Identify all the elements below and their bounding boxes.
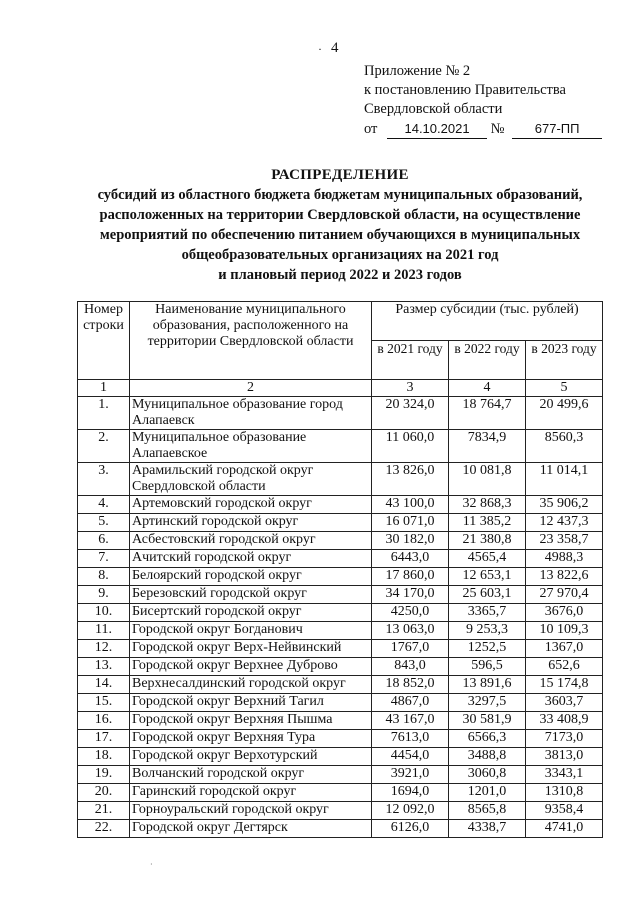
row-number: 13.	[78, 658, 130, 676]
value-2022: 12 653,1	[449, 568, 526, 586]
table-row	[78, 640, 603, 658]
row-name: Артинский городской округ	[130, 514, 372, 532]
row-number: 20.	[78, 784, 130, 802]
page-number: 4	[331, 40, 339, 56]
table-row	[78, 397, 603, 430]
row-name: Муниципальное образование город Алапаевск	[130, 397, 372, 430]
value-2022: 596,5	[449, 658, 526, 676]
row-name: Березовский городской округ	[130, 586, 372, 604]
col-number: 2	[130, 380, 372, 397]
table-row	[78, 676, 603, 694]
row-number: 11.	[78, 622, 130, 640]
col-number: 5	[526, 380, 603, 397]
value-2022: 1201,0	[449, 784, 526, 802]
value-2021: 30 182,0	[372, 532, 449, 550]
row-number: 18.	[78, 748, 130, 766]
value-2022: 1252,5	[449, 640, 526, 658]
value-2021: 17 860,0	[372, 568, 449, 586]
table-row	[78, 430, 603, 463]
row-name: Арамильский городской округ Свердловской области	[130, 463, 372, 496]
row-number: 21.	[78, 802, 130, 820]
row-name: Городской округ Верхний Тагил	[130, 694, 372, 712]
scan-dot: ·	[318, 42, 322, 56]
value-2023: 20 499,6	[526, 397, 603, 430]
table-row	[78, 712, 603, 730]
col-number: 4	[449, 380, 526, 397]
table-row	[78, 730, 603, 748]
table-row	[78, 496, 603, 514]
value-2021: 11 060,0	[372, 430, 449, 463]
value-2023: 4988,3	[526, 550, 603, 568]
value-2022: 3060,8	[449, 766, 526, 784]
row-name: Городской округ Верхотурский	[130, 748, 372, 766]
approval-line-2: к постановлению Правительства	[364, 82, 566, 98]
value-2022: 32 868,3	[449, 496, 526, 514]
row-name: Ачитский городской округ	[130, 550, 372, 568]
value-2023: 4741,0	[526, 820, 603, 838]
row-number: 1.	[78, 397, 130, 430]
row-number: 12.	[78, 640, 130, 658]
value-2021: 43 100,0	[372, 496, 449, 514]
value-2023: 23 358,7	[526, 532, 603, 550]
scan-mark: ·	[150, 860, 153, 869]
value-2023: 12 437,3	[526, 514, 603, 532]
value-2021: 1767,0	[372, 640, 449, 658]
value-2022: 13 891,6	[449, 676, 526, 694]
value-2022: 3488,8	[449, 748, 526, 766]
value-2022: 9 253,3	[449, 622, 526, 640]
value-2021: 43 167,0	[372, 712, 449, 730]
row-number: 6.	[78, 532, 130, 550]
value-2023: 33 408,9	[526, 712, 603, 730]
col-number: 1	[78, 380, 130, 397]
value-2023: 1367,0	[526, 640, 603, 658]
value-2022: 3297,5	[449, 694, 526, 712]
value-2022: 4338,7	[449, 820, 526, 838]
row-number: 7.	[78, 550, 130, 568]
date-prefix: от	[364, 121, 378, 137]
table-row	[78, 463, 603, 496]
value-2021: 4250,0	[372, 604, 449, 622]
header-name: Наименование муниципального образования, расположенного на территории Свердловской области	[130, 302, 372, 380]
row-number: 4.	[78, 496, 130, 514]
value-2021: 16 071,0	[372, 514, 449, 532]
table-row	[78, 532, 603, 550]
table-row	[78, 658, 603, 676]
title-line-3: мероприятий по обеспечению питанием обучающихся в муниципальных	[99, 227, 581, 243]
value-2023: 11 014,1	[526, 463, 603, 496]
table-row	[78, 820, 603, 838]
row-name: Волчанский городской округ	[130, 766, 372, 784]
title-main: РАСПРЕДЕЛЕНИЕ	[271, 167, 409, 183]
value-2023: 35 906,2	[526, 496, 603, 514]
value-2023: 9358,4	[526, 802, 603, 820]
row-name: Асбестовский городской округ	[130, 532, 372, 550]
table-row	[78, 550, 603, 568]
row-number: 3.	[78, 463, 130, 496]
row-number: 8.	[78, 568, 130, 586]
table-body	[78, 397, 603, 838]
row-number: 16.	[78, 712, 130, 730]
approval-number: 677-ПП	[512, 119, 602, 139]
value-2023: 3813,0	[526, 748, 603, 766]
row-number: 9.	[78, 586, 130, 604]
row-name: Городской округ Верхнее Дуброво	[130, 658, 372, 676]
row-number: 17.	[78, 730, 130, 748]
table-row	[78, 748, 603, 766]
approval-line-1: Приложение № 2	[364, 63, 471, 79]
value-2022: 7834,9	[449, 430, 526, 463]
row-name: Городской округ Дегтярск	[130, 820, 372, 838]
value-2021: 20 324,0	[372, 397, 449, 430]
table-row	[78, 802, 603, 820]
row-number: 15.	[78, 694, 130, 712]
document-title	[40, 165, 640, 285]
row-number: 2.	[78, 430, 130, 463]
value-2022: 25 603,1	[449, 586, 526, 604]
row-name: Городской округ Верхняя Пышма	[130, 712, 372, 730]
approval-block	[364, 62, 602, 139]
value-2023: 10 109,3	[526, 622, 603, 640]
table-row	[78, 586, 603, 604]
value-2021: 843,0	[372, 658, 449, 676]
value-2021: 6126,0	[372, 820, 449, 838]
table-row	[78, 766, 603, 784]
header-2022: в 2022 году	[449, 341, 526, 380]
title-line-1: субсидий из областного бюджета бюджетам муниципальных образований,	[97, 187, 583, 203]
row-number: 5.	[78, 514, 130, 532]
value-2022: 30 581,9	[449, 712, 526, 730]
value-2022: 6566,3	[449, 730, 526, 748]
table-row	[78, 514, 603, 532]
value-2021: 6443,0	[372, 550, 449, 568]
title-line-4: общеобразовательных организациях на 2021 год	[181, 247, 499, 263]
row-name: Городской округ Верхняя Тура	[130, 730, 372, 748]
value-2023: 1310,8	[526, 784, 603, 802]
table-row	[78, 694, 603, 712]
row-name: Гаринский городской округ	[130, 784, 372, 802]
value-2023: 15 174,8	[526, 676, 603, 694]
col-number: 3	[372, 380, 449, 397]
row-name: Муниципальное образование Алапаевское	[130, 430, 372, 463]
header-2021: в 2021 году	[372, 341, 449, 380]
row-name: Верхнесалдинский городской округ	[130, 676, 372, 694]
row-number: 10.	[78, 604, 130, 622]
value-2021: 12 092,0	[372, 802, 449, 820]
value-2023: 3343,1	[526, 766, 603, 784]
value-2021: 13 063,0	[372, 622, 449, 640]
approval-date: 14.10.2021	[387, 119, 487, 139]
row-name: Бисертский городской округ	[130, 604, 372, 622]
number-prefix: №	[490, 121, 505, 137]
value-2021: 4867,0	[372, 694, 449, 712]
value-2021: 18 852,0	[372, 676, 449, 694]
row-number: 19.	[78, 766, 130, 784]
value-2021: 3921,0	[372, 766, 449, 784]
value-2022: 11 385,2	[449, 514, 526, 532]
value-2021: 7613,0	[372, 730, 449, 748]
value-2022: 3365,7	[449, 604, 526, 622]
header-2023: в 2023 году	[526, 341, 603, 380]
value-2023: 8560,3	[526, 430, 603, 463]
header-subsidy: Размер субсидии (тыс. рублей)	[372, 302, 603, 341]
row-name: Городской округ Верх-Нейвинский	[130, 640, 372, 658]
value-2022: 8565,8	[449, 802, 526, 820]
approval-date-line	[364, 119, 602, 139]
title-line-2: расположенных на территории Свердловской области, на осуществление	[99, 207, 581, 223]
row-number: 14.	[78, 676, 130, 694]
row-number: 22.	[78, 820, 130, 838]
value-2023: 3676,0	[526, 604, 603, 622]
value-2021: 4454,0	[372, 748, 449, 766]
row-name: Горноуральский городской округ	[130, 802, 372, 820]
row-name: Городской округ Богданович	[130, 622, 372, 640]
header-num: Номер строки	[78, 302, 130, 380]
table-row	[78, 784, 603, 802]
value-2023: 3603,7	[526, 694, 603, 712]
row-name: Белоярский городской округ	[130, 568, 372, 586]
table-row	[78, 604, 603, 622]
subsidy-table	[77, 301, 603, 838]
value-2022: 18 764,7	[449, 397, 526, 430]
value-2023: 27 970,4	[526, 586, 603, 604]
value-2021: 1694,0	[372, 784, 449, 802]
title-line-5: и плановый период 2022 и 2023 годов	[218, 267, 462, 283]
value-2022: 10 081,8	[449, 463, 526, 496]
value-2021: 13 826,0	[372, 463, 449, 496]
value-2023: 7173,0	[526, 730, 603, 748]
table-row	[78, 568, 603, 586]
table-row	[78, 622, 603, 640]
value-2022: 21 380,8	[449, 532, 526, 550]
value-2023: 652,6	[526, 658, 603, 676]
approval-line-3: Свердловской области	[364, 101, 503, 117]
value-2021: 34 170,0	[372, 586, 449, 604]
row-name: Артемовский городской округ	[130, 496, 372, 514]
value-2023: 13 822,6	[526, 568, 603, 586]
value-2022: 4565,4	[449, 550, 526, 568]
